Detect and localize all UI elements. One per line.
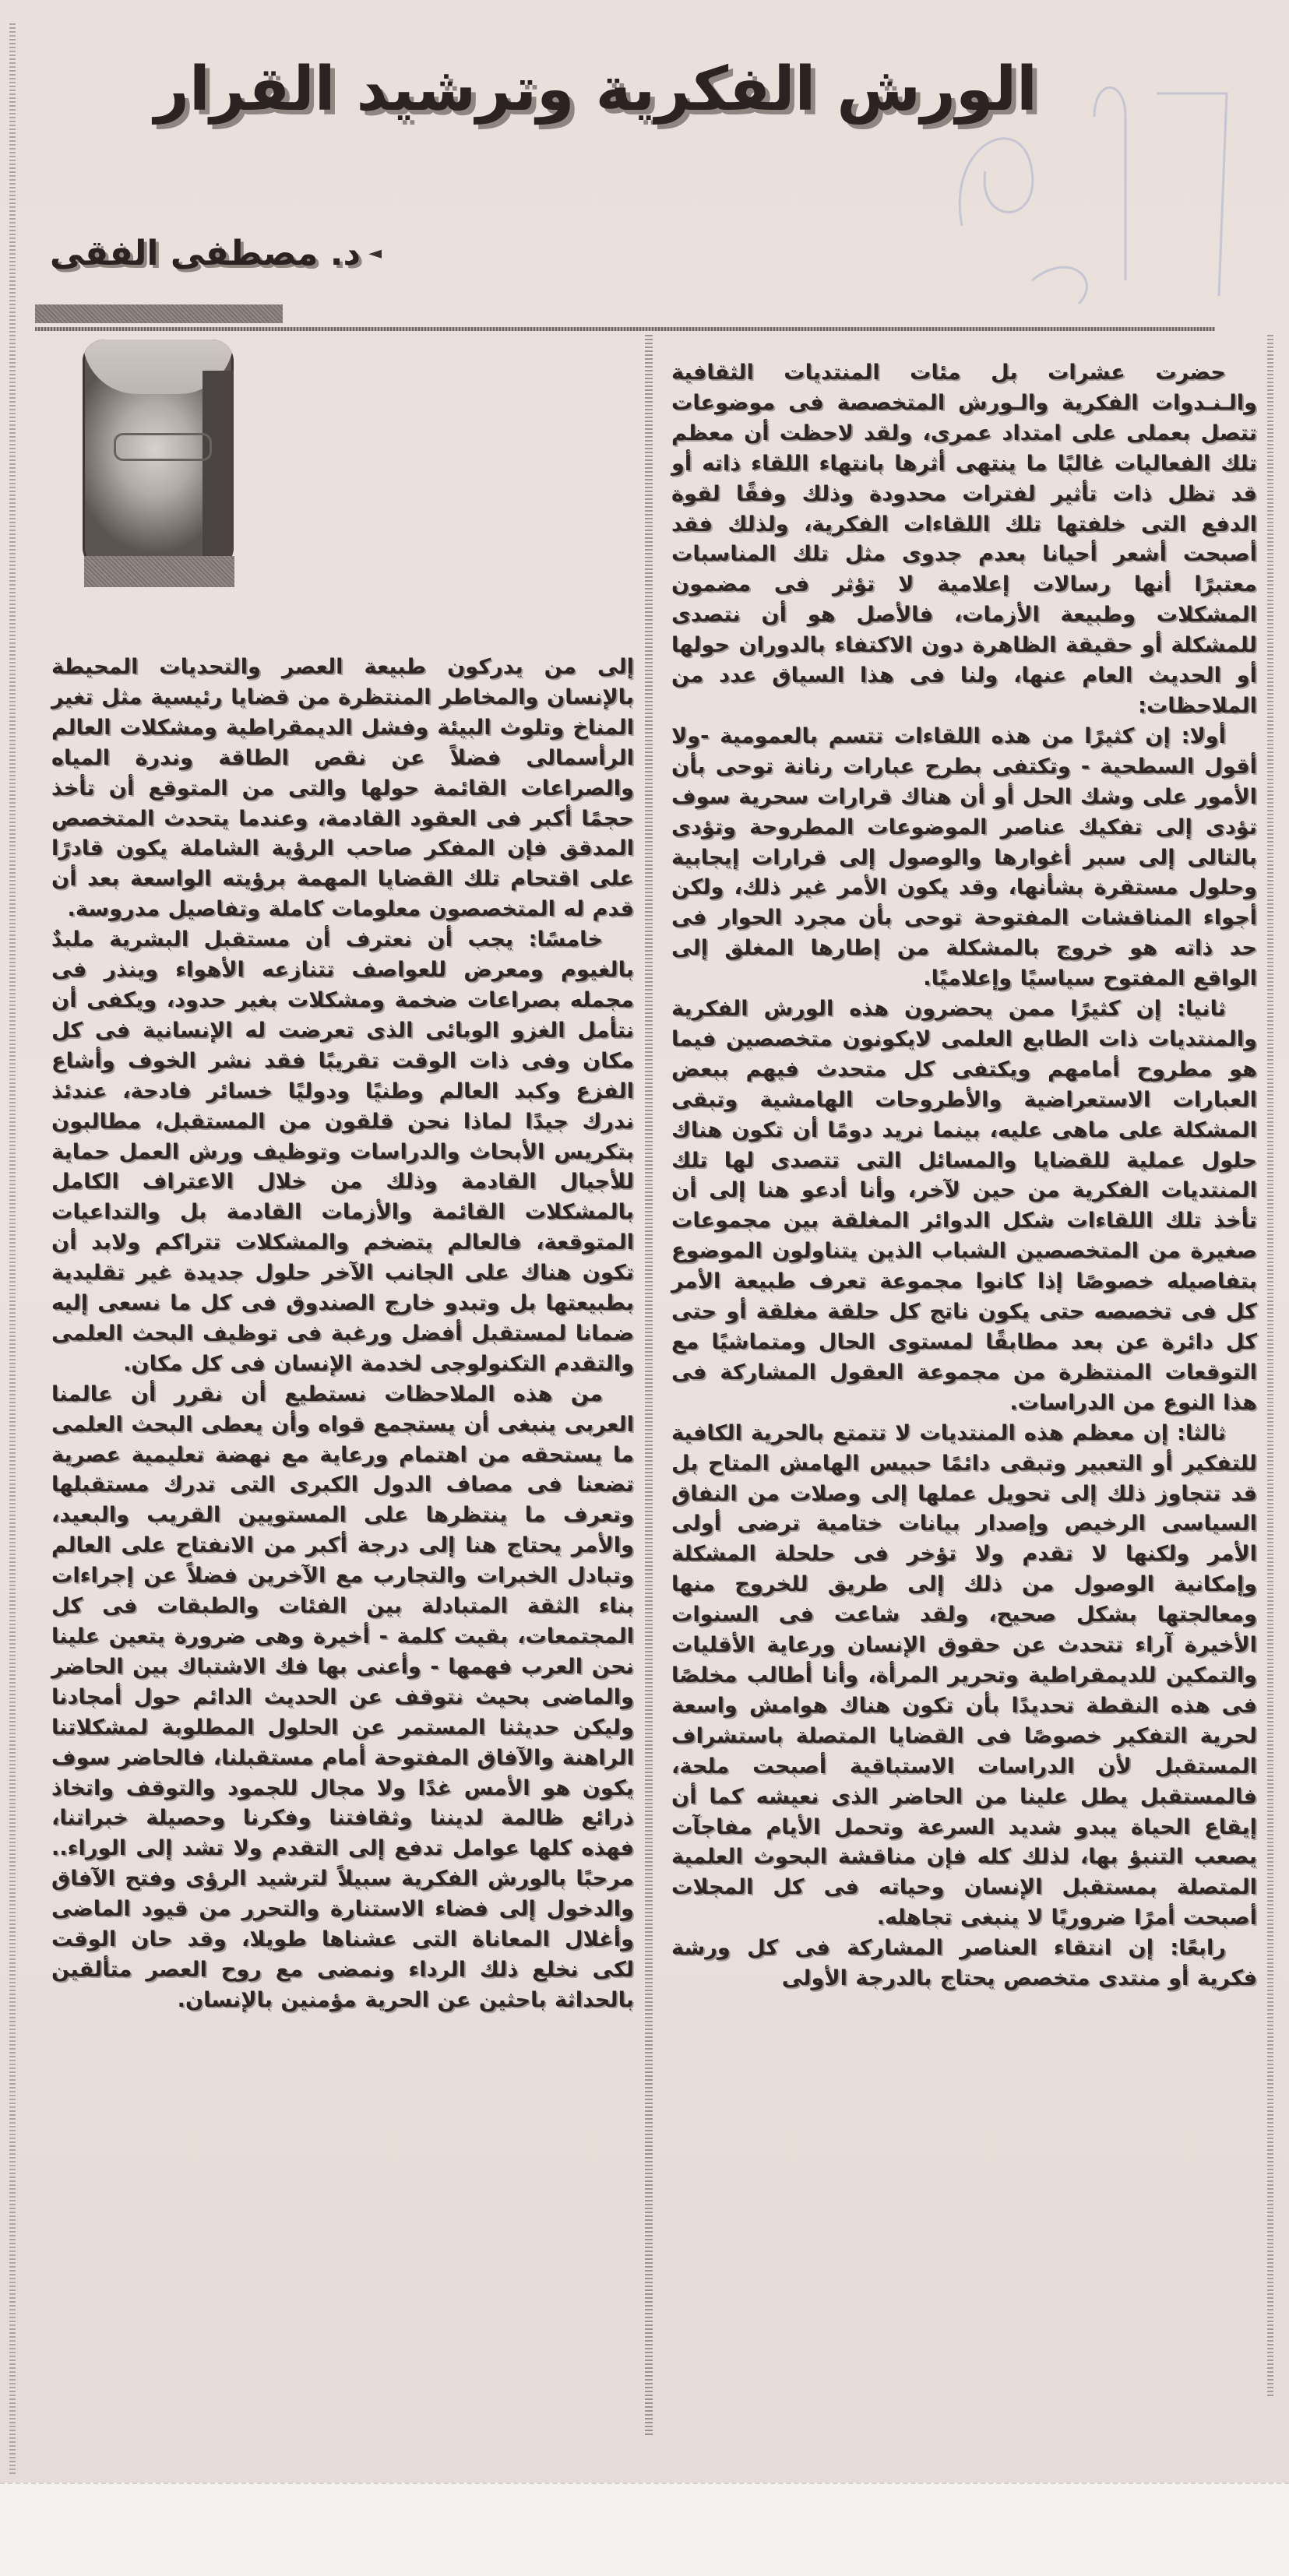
- paragraph-intro: حضرت عشرات بل مئات المنتديات الثقافية والـنـدوات الفكرية والـورش المتخصصة فى موضوعات تتصل بعملى على امتداد عمرى، ولقد لاحظت أن معظم تلك الفعاليات غالبًا ما ينتهى أثرها بانتهاء اللقاء ذاته أو قد تظل ذات تأثير لفترات محدودة وذلك وفقًا لقوة الدفع التى خلفتها تلك اللقاءات الفكرية، ولذلك فقد أصبحت أشعر أحيانا بعدم جدوى مثل تلك المناسبات معتبرًا أنها رسالات إعلامية لا تؤثر فى مضمون المشكلات وطبيعة الأزمات، فالأصل هو أن نتصدى للمشكلة أو حقيقة الظاهرة دون الاكتفاء بالدوران حولها أو الحديث العام عنها، ولنا فى هذا السياق عدد من الملاحظات:: [671, 361, 1257, 718]
- article-column-right: [671, 358, 1257, 1994]
- byline-underline-bar: [35, 304, 283, 323]
- left-column-border: [9, 23, 16, 2476]
- torn-paper-edge: [0, 2483, 1289, 2576]
- paragraph-fourth-note: رابعًا: إن انتقاء العناصر المشاركة فى كل ورشة فكرية أو منتدى متخصص يحتاج بالدرجة الأولى: [671, 1936, 1257, 1991]
- article-headline: الورش الفكرية وترشيد القرار: [154, 55, 1037, 125]
- article-byline: [23, 234, 382, 273]
- paragraph-second-note: ثانيا: إن كثيرًا ممن يحضرون هذه الورش الفكرية والمنتديات ذات الطابع العلمى لايكونون متخصصين فيما هو مطروح أمامهم ويكتفى كل متحدث فيهم ببعض العبارات الاستعراضية والأطروحات الهامشية وتبقى المشكلة على ماهى عليه، بينما نريد دومًا أن تكون هناك حلول عملية للقضايا والمسائل التى تتصدى لها تلك المنتديات الفكرية من حين لآخر، وأنا أدعو هنا إلى أن تأخذ تلك اللقاءات شكل الدوائر المغلقة بين مجموعات صغيرة من المتخصصين الشباب الذين يتناولون الموضوع بتفاصيله خصوصًا إذا كانوا مجموعة تعرف طبيعة الأمر كل فى تخصصه حتى يكون ناتج كل حلقة مغلقة أو حتى كل دائرة عن بعد مطابقًا لمستوى الحال ومتماشيًا مع التوقعات المنتظرة من مجموعة العقول المشاركة فى هذا النوع من الدراسات.: [671, 997, 1257, 1415]
- portrait-glasses-icon: [114, 433, 212, 461]
- photo-shadow-bar: [84, 556, 234, 587]
- portrait-background: [203, 371, 234, 569]
- paragraph-fifth-note: خامسًا: يجب أن نعترف أن مستقبل البشرية ملبدٌ بالغيوم ومعرض للعواصف تتنازعه الأهواء وينذر فى مجمله بصراعات ضخمة ومشكلات بغير حدود، ويكفى أن نتأمل الغزو الوبائى الذى تعرضت له الإنسانية فى كل مكان وفى ذات الوقت تقريبًا فقد نشر الخوف وأشاع الفزع وكبد العالم وطنيًا ودوليًا خسائر فادحة، عندئذ ندرك جيدًا لماذا نحن قلقون من المستقبل، مطالبون بتكريس الأبحاث والدراسات وتوظيف ورش العمل حماية للأجيال القادمة وذلك من خلال الاعتراف الكامل بالمشكلات القائمة والأزمات القادمة بل والتداعيات المتوقعة، فالعالم يتضخم والمشكلات تتراكم ولابد أن تكون هناك على الجانب الآخر حلول جديدة غير تقليدية بطبيعتها بل وتبدو خارج الصندوق فى كل ما نسعى إليه ضمانا لمستقبل أفضل ورغبة فى توظيف البحث العلمى والتقدم التكنولوجى لخدمة الإنسان فى كل مكان.: [51, 927, 634, 1376]
- byline-marker-icon: ◄: [368, 244, 382, 263]
- author-name: د. مصطفى الفقى: [50, 234, 361, 273]
- paragraph-third-note: ثالثا: إن معظم هذه المنتديات لا تتمتع بالحرية الكافية للتفكير أو التعبير وتبقى دائمًا حبيس الهامش المتاح بل قد تتجاوز ذلك إلى تحويل عملها إلى وصلات من النفاق السياسى الرخيص وإصدار بيانات ختامية ترضى أولى الأمر ولكنها لا تقدم ولا تؤخر فى حلحلة المشكلة وإمكانية الوصول من ذلك إلى طريق للخروج منها ومعالجتها بشكل صحيح، ولقد شاعت فى السنوات الأخيرة آراء تتحدث عن حقوق الإنسان ورعاية الأقليات والتمكين للديمقراطية وتحرير المرأة، وأنا أطالب مخلصًا فى هذه النقطة تحديدًا بأن تكون هناك هوامش واسعة لحرية التفكير خصوصًا فى القضايا المتصلة باستشراف المستقبل لأن الدراسات الاستباقية أصبحت ملحة، فالمستقبل يطل علينا من الحاضر الذى نعيشه كما أن إيقاع الحياة يبدو شديد السرعة وتحمل الأيام مفاجآت يصعب التنبؤ بها، لذلك كله فإن مناقشة البحوث العلمية المتصلة بمستقبل الإنسان وحياته فى كل المجلات أصبحت أمرًا ضروريًا لا ينبغى تجاهله.: [671, 1420, 1257, 1930]
- right-column-border: [1267, 335, 1273, 2398]
- paragraph-conclusion: من هذه الملاحظات نستطيع أن نقرر أن عالمنا العربى ينبغى أن يستجمع قواه وأن يعطى البحث العلمى ما يستحقه من اهتمام ورعاية مع نهضة تعليمية عصرية تضعنا فى مصاف الدول الكبرى التى تدرك مستقبلها وتعرف ما ينتظرها على المستويين القريب والبعيد، والأمر يحتاج هنا إلى درجة أكبر من الانفتاح على العالم وتبادل الخبرات والتجارب مع الآخرين فضلاً عن إجراءات بناء الثقة المتبادلة بين الفئات والطبقات فى كل المجتمعات، بقيت كلمة - أخيرة وهى ضرورة يتعين علينا نحن العرب فهمها - وأعنى بها فك الاشتباك بين الحاضر والماضى بحيث نتوقف عن الحديث الدائم حول أمجادنا وليكن حديثنا المستمر عن الحلول المطلوبة لمشكلاتنا الراهنة والآفاق المفتوحة أمام مستقبلنا، فالحاضر سوف يكون هو الأمس غدًا ولا مجال للجمود والتوقف واتخاذ ذرائع ظالمة لديننا وثقافتنا وفكرنا وحصيلة خبراتنا، فهذه كلها عوامل تدفع إلى التقدم ولا تشد إلى الوراء.. مرحبًا بالورش الفكرية سبيلاً لترشيد الرؤى وفتح الآفاق والدخول إلى فضاء الاستنارة والتحرر من قيود الماضى وأغلال المعاناة التى عشناها طويلا، وقد حان الوقت لكى نخلع ذلك الرداء ونمضى مع روح العصر متألقين بالحداثة باحثين عن الحرية مؤمنين بالإنسان.: [51, 1381, 634, 2012]
- author-photo: [83, 340, 234, 569]
- paragraph-first-note: أولا: إن كثيرًا من هذه اللقاءات تتسم بالعمومية -ولا أقول السطحية - وتكتفى بطرح عبارات رنانة توحى بأن الأمور على وشك الحل أو أن هناك قرارات سحرية سوف تؤدى إلى تفكيك عناصر الموضوعات المطروحة وتؤدى بالتالى إلى سبر أغوارها والوصول إلى قرارات إيجابية وحلول مستقرة بشأنها، وقد يكون الأمر غير ذلك، ولكن أجواء المناقشات المفتوحة توحى بأن مجرد الحوار فى حد ذاته هو خروج بالمشكلة من إطارها المغلق إلى الواقع المفتوح سياسيًا وإعلاميًا.: [671, 723, 1257, 991]
- article-column-left: [51, 653, 634, 2016]
- column-separator: [645, 335, 653, 2437]
- header-divider-rule: [35, 327, 1215, 331]
- paragraph-fourth-note-continued: إلى من يدركون طبيعة العصر والتحديات المحيطة بالإنسان والمخاطر المنتظرة من قضايا رئيسية مثل تغير المناخ وتلوث البيئة وفشل الديمقراطية ومشكلات العالم الرأسمالى فضلاً عن نقص الطاقة وندرة المياه والصراعات القائمة حولها والتى من المتوقع أن تأخذ حجمًا أكبر فى العقود القادمة، وعندما يتحدث المتخصص المدقق فإن المفكر صاحب الرؤية الشاملة يكون قادرًا على اقتحام تلك القضايا المهمة برؤيته الواسعة بعد أن قدم له المتخصصون معلومات كاملة وتفاصيل مدروسة.: [51, 655, 634, 922]
